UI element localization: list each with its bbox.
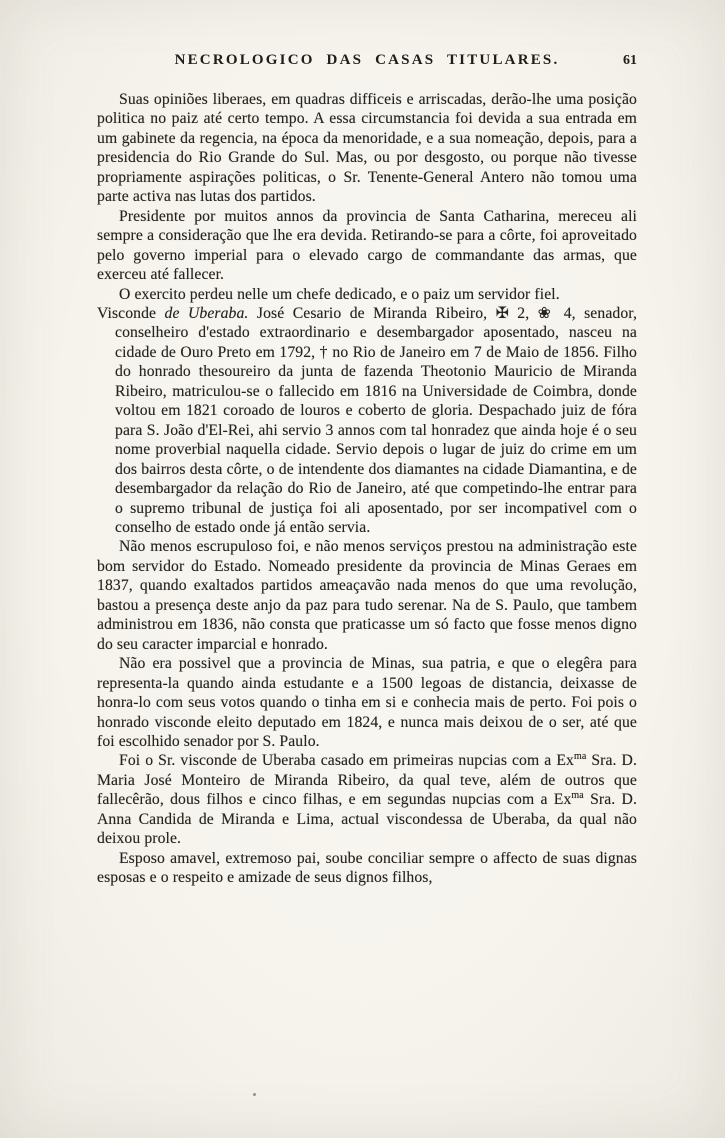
- nupcias-segment-1: Foi o Sr. visconde de Uberaba casado em primeiras nupcias com a Ex: [119, 752, 574, 770]
- nupcias-segment-3: Sra. D. Anna Candida de Miranda e Lima, actual viscondessa de Uberaba, da qual não deixou prole.: [97, 791, 638, 848]
- entry-body: José Cesario de Miranda Ribeiro, ✠ 2, ❀ 4, senador, conselheiro d'estado extraordinario e desembargador aposentado, nasceu na cidade de Ouro Preto em 1792, † no Rio de Janeiro em 7 de Maio de 1856. Filho do honrado thesoureiro da junta de fazenda Theotonio Mauricio de Miranda Ribeiro, matriculou-se o fallecido em 1816 na Universidade de Coimbra, donde voltou em 1821 coroado de louros e coberto de gloria. Despachado juiz de fóra para S. João d'El-Rei, ahi servio 3 annos com tal honradez que ainda hoje é o seu nome proverbial naquella cidade. Servio depois o lugar de juiz do crime em um dos bairros desta côrte, o de intendente dos diamantes na cidade Diamantina, e de desembargador da relação do Rio de Janeiro, até que competindo-lhe entrar para o supremo tribunal de justiça foi ali aposentado, por ser incompativel com o conselho de estado onde já então servia.: [115, 304, 637, 536]
- scan-speck: [253, 1093, 256, 1096]
- nupcias-segment-2: Sra. D. Maria José Monteiro de Miranda Ribeiro, da qual teve, além de outros que fallecêrão, dous filhos e cinco filhas, e em segundas nupcias com a Ex: [97, 752, 638, 809]
- paragraph-esposo-amavel: Esposo amavel, extremoso pai, soube conciliar sempre o affecto de suas dignas esposas e o respeito e amizade de seus dignos filhos,: [97, 849, 637, 887]
- superscript-ma-1: ma: [573, 751, 587, 763]
- entry-visconde-de-uberaba: [97, 304, 637, 537]
- entry-title-lead: Visconde: [97, 304, 165, 322]
- paragraph-opinioes-liberaes: Suas opiniões liberaes, em quadras difficeis e arriscadas, derão-lhe uma posição politica no paiz até certo tempo. A essa circumstancia foi devida a sua entrada em um gabinete da regencia, na época da menoridade, e a sua nomeação, depois, para a presidencia do Rio Grande do Sul. Mas, ou por desgosto, ou porque não tivesse propriamente aspirações politicas, o Sr. Tenente-General Antero não tomou uma parte activa nas lutas dos partidos.: [97, 91, 637, 206]
- superscript-ma-2: ma: [571, 790, 584, 802]
- running-head: [97, 52, 637, 74]
- body-text: [97, 90, 637, 888]
- paragraph-presidente-santa-catharina: Presidente por muitos annos da provincia de Santa Catharina, mereceu ali sempre a consideração que lhe era devida. Retirando-se para a côrte, foi aproveitado pelo governo imperial para o elevado cargo de commandante das armas, que exerceu até fallecer.: [97, 207, 637, 284]
- text-column: [97, 52, 637, 888]
- running-head-title: NECROLOGICO DAS CASAS TITULARES.: [174, 52, 560, 68]
- paragraph-provincia-de-minas: Não era possivel que a provincia de Minas, sua patria, e que o elegêra para representa-la quando ainda estudante e a 1500 legoas de distancia, deixasse de honra-lo com seus votos quando o tinha em si e conhecia mais de perto. Foi pois o honrado visconde eleito deputado em 1824, e nunca mais deixou de o ser, até que foi escolhido senador por S. Paulo.: [97, 655, 637, 750]
- paragraph-nupcias: [97, 751, 637, 848]
- paragraph-exercito-perdeu: O exercito perdeu nelle um chefe dedicado, e o paiz um servidor fiel.: [119, 285, 560, 303]
- entry-title-italic: de Uberaba.: [164, 304, 249, 322]
- paragraph-escrupuloso-servidor: Não menos escrupuloso foi, e não menos serviços prestou na administração este bom servidor do Estado. Nomeado presidente da provincia de Minas Geraes em 1837, quando exaltados partidos ameaçavão nada menos do que uma revolução, bastou a presença deste anjo da paz para tudo serenar. Na de S. Paulo, que tambem administrou em 1836, não consta que praticasse um só facto que fosse menos digno do seu caracter imparcial e honrado.: [97, 538, 637, 653]
- page-number: 61: [623, 53, 637, 68]
